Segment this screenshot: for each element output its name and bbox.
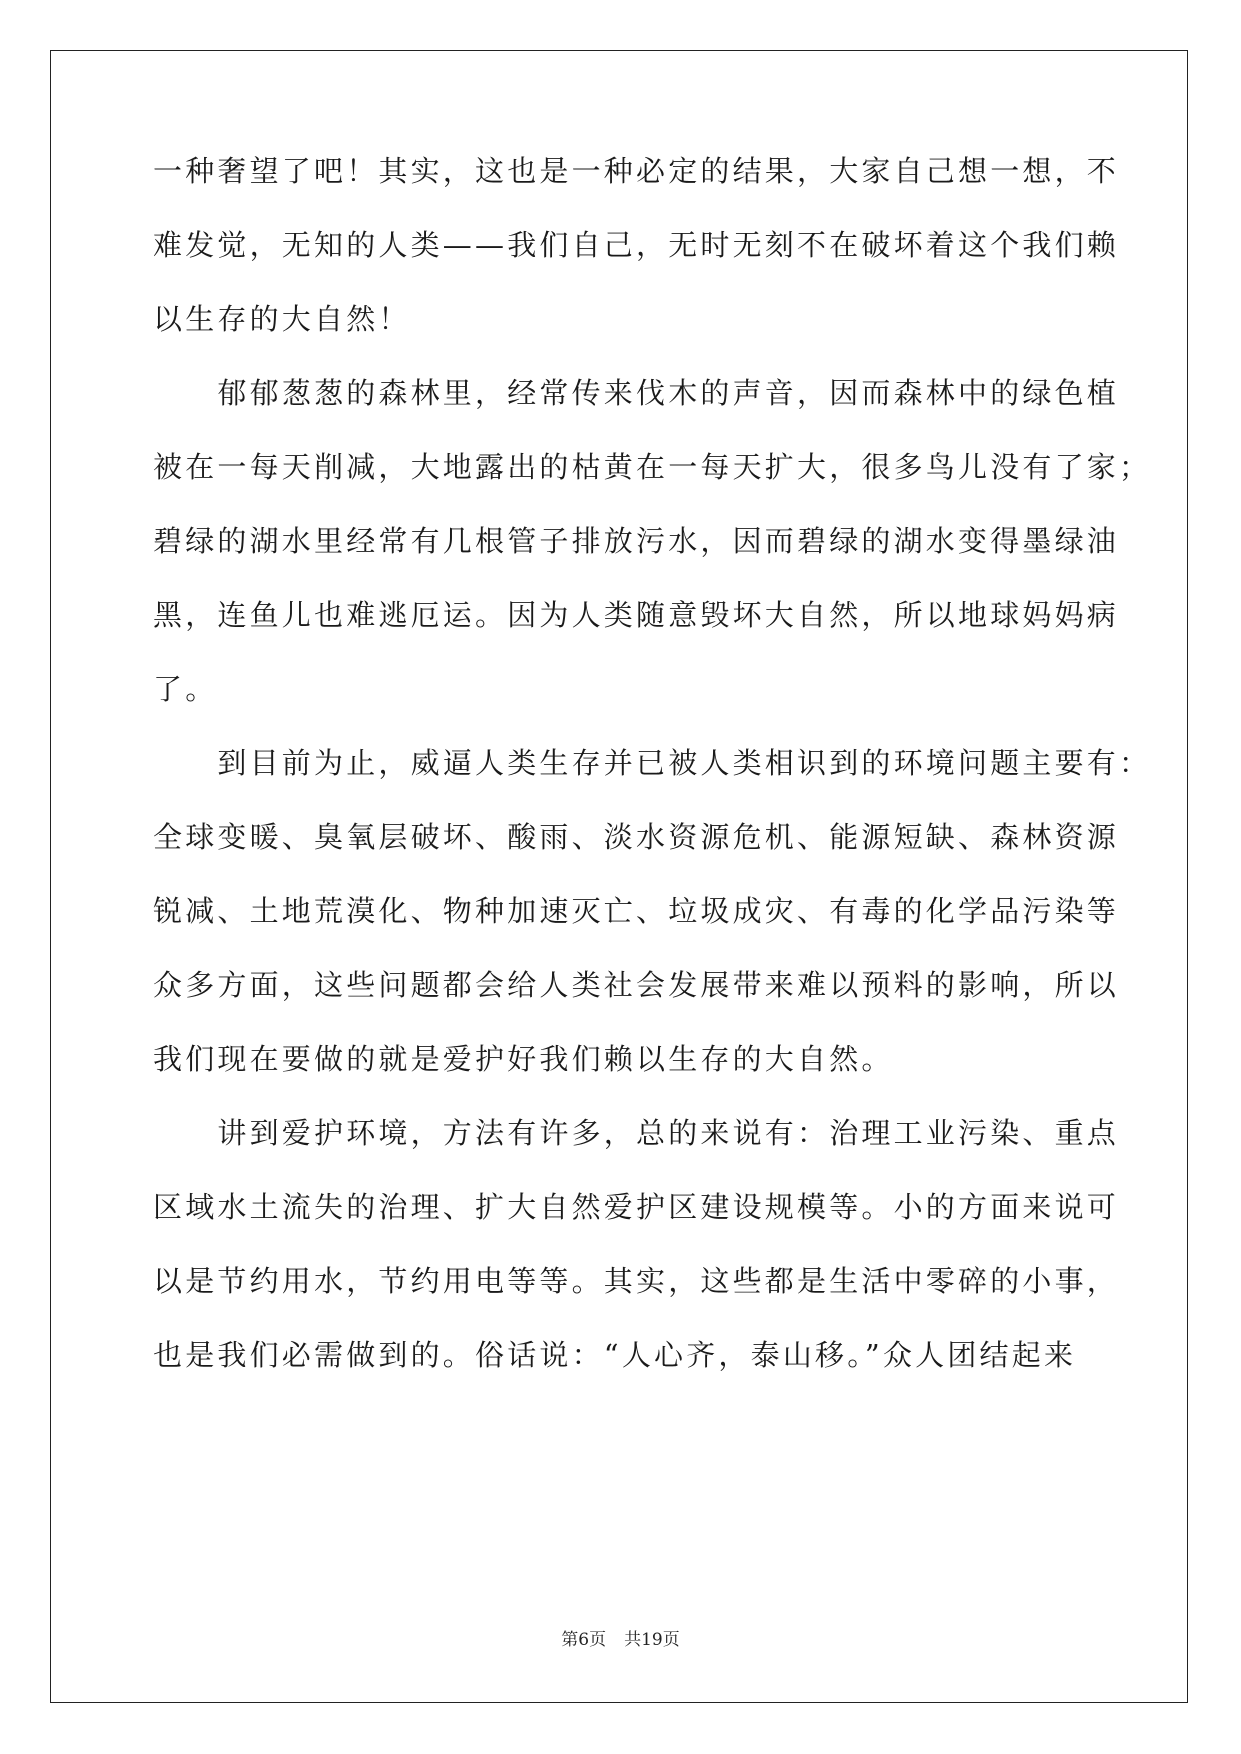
text-line: 也是我们必需做到的。俗话说：“人心齐，泰山移。”众人团结起来 [153,1338,1077,1372]
text-line: 全球变暖、臭氧层破坏、酸雨、淡水资源危机、能源短缺、森林资源 [153,820,1120,854]
text-line: 碧绿的湖水里经常有几根管子排放污水，因而碧绿的湖水变得墨绿油 [153,524,1120,558]
text-line: 讲到爱护环境，方法有许多，总的来说有：治理工业污染、重点 [153,1116,1120,1150]
text-line: 郁郁葱葱的森林里，经常传来伐木的声音，因而森林中的绿色植 [153,376,1120,410]
text-line: 黑，连鱼儿也难逃厄运。因为人类随意毁坏大自然，所以地球妈妈病 [153,598,1120,632]
text-line: 了。 [153,672,218,706]
text-line: 一种奢望了吧！其实，这也是一种必定的结果，大家自己想一想，不 [153,154,1120,188]
page-footer [0,1625,1241,1650]
text-line: 难发觉，无知的人类——我们自己，无时无刻不在破坏着这个我们赖 [153,228,1120,262]
page-number: 第6页 [561,1630,607,1650]
text-line: 众多方面，这些问题都会给人类社会发展带来难以预料的影响，所以 [153,968,1120,1002]
text-line: 以是节约用水，节约用电等等。其实，这些都是生活中零碎的小事， [153,1264,1120,1298]
text-line: 到目前为止，威逼人类生存并已被人类相识到的环境问题主要有： [153,746,1152,780]
text-line: 区域水土流失的治理、扩大自然爱护区建设规模等。小的方面来说可 [153,1190,1120,1224]
text-line: 锐减、土地荒漠化、物种加速灭亡、垃圾成灾、有毒的化学品污染等 [153,894,1120,928]
text-line: 我们现在要做的就是爱护好我们赖以生存的大自然。 [153,1042,894,1076]
text-line: 以生存的大自然！ [153,302,411,336]
page-total: 共19页 [624,1630,680,1650]
page-border [50,50,1188,1703]
text-line: 被在一每天削减，大地露出的枯黄在一每天扩大，很多鸟儿没有了家； [153,450,1152,484]
